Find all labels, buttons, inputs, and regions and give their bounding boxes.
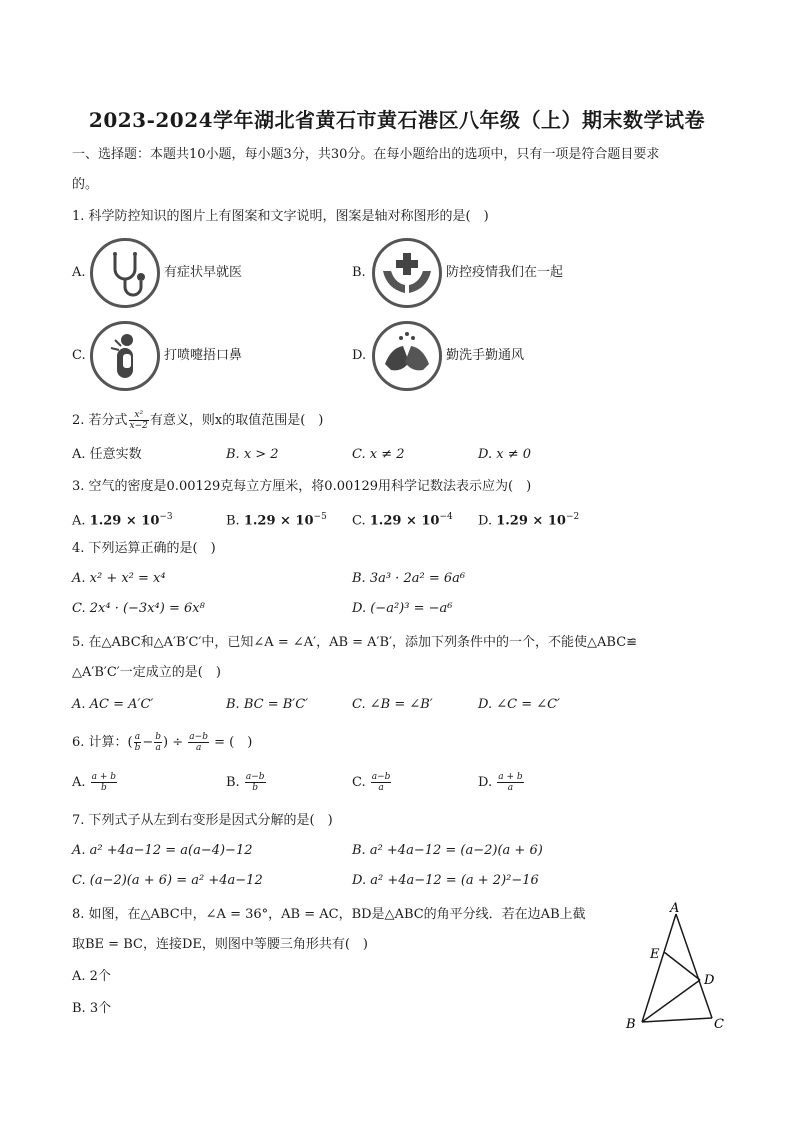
stethoscope-icon xyxy=(90,238,160,308)
q6-minus: − xyxy=(142,735,154,750)
q3-option-a-base: 1.29 × 10 xyxy=(89,513,160,529)
q6-frac2-num: b xyxy=(155,732,162,742)
q3-option-d-exp: −2 xyxy=(565,512,580,522)
q8-option-a: A. 2个 xyxy=(72,969,111,984)
q3-option-b xyxy=(226,508,327,530)
q6-option-d-label: D. xyxy=(478,775,493,790)
q1-option-d-text: 勤洗手勤通风 xyxy=(446,348,525,363)
q6-option-a-frac xyxy=(91,772,117,793)
q6-option-c xyxy=(352,772,392,793)
q4-option-b: B. 3a³ · 2a² = 6a⁶ xyxy=(352,571,466,586)
page-title: 2023-2024学年湖北省黄石市黄石港区八年级（上）期末数学试卷 xyxy=(88,108,706,132)
q2-option-b: B. x > 2 xyxy=(226,447,279,462)
q6-frac1-num: a xyxy=(134,732,141,742)
q3-option-d-base: 1.29 × 10 xyxy=(496,513,566,529)
label-d: D xyxy=(704,973,715,988)
q6-option-b-den: b xyxy=(252,783,259,793)
q6-option-b-num: a−b xyxy=(245,772,265,782)
q2-fraction-num: x² xyxy=(129,410,149,421)
q6-option-a xyxy=(72,772,118,793)
q3-option-a-exp: −3 xyxy=(159,512,173,522)
q6-option-d-den: a xyxy=(507,783,514,793)
q4-option-a: A. x² + x² = x⁴ xyxy=(72,571,166,586)
label-a: A xyxy=(670,901,680,916)
q2-stem xyxy=(72,410,323,431)
q3-option-d xyxy=(478,508,579,530)
section-instructions-line2: 的。 xyxy=(72,177,99,192)
q3-option-c xyxy=(352,508,453,530)
q8-option-b: B. 3个 xyxy=(72,1001,112,1016)
q2-option-c: C. x ≠ 2 xyxy=(352,447,405,462)
handwash-icon xyxy=(372,321,442,391)
q1-stem: 1. 科学防控知识的图片上有图案和文字说明，图案是轴对称图形的是( ) xyxy=(72,209,489,224)
q3-option-b-label: B. xyxy=(226,513,240,529)
q7-option-a: A. a² +4a−12 = a(a−4)−12 xyxy=(72,843,253,858)
edge-bc xyxy=(642,1018,712,1022)
label-e: E xyxy=(650,947,660,962)
q4-option-d: D. (−a²)³ = −a⁶ xyxy=(352,601,453,616)
q6-stem xyxy=(72,732,252,753)
q6-frac3-num: a−b xyxy=(189,732,208,742)
q3-option-b-exp: −5 xyxy=(313,512,327,522)
q2-option-d: D. x ≠ 0 xyxy=(478,447,531,462)
q1-option-c-text: 打喷嚏捂口鼻 xyxy=(164,348,243,363)
q7-option-b: B. a² +4a−12 = (a−2)(a + 6) xyxy=(352,843,543,858)
q6-stem-post: = ( ) xyxy=(214,735,253,750)
q1-option-d-label: D. xyxy=(352,348,367,363)
edge-bd xyxy=(642,980,700,1022)
q6-option-c-den: a xyxy=(378,783,384,793)
q7-stem: 7. 下列式子从左到右变形是因式分解的是( ) xyxy=(72,813,333,828)
q6-frac1 xyxy=(134,732,142,753)
q6-option-b-frac xyxy=(245,772,266,793)
q4-option-c: C. 2x⁴ · (−3x⁴) = 6x⁸ xyxy=(72,601,205,616)
sneeze-icon xyxy=(90,321,160,391)
q1-option-b-label: B. xyxy=(352,265,366,280)
q6-frac2-den: a xyxy=(155,743,161,753)
q6-option-a-num: a + b xyxy=(91,772,117,782)
q6-option-c-num: a−b xyxy=(371,772,391,782)
label-c: C xyxy=(714,1017,724,1030)
q6-option-a-label: A. xyxy=(72,775,86,790)
q1-option-a-text: 有症状早就医 xyxy=(164,265,243,280)
q1-option-c-label: C. xyxy=(72,348,86,363)
q5-stem-line2: △A′B′C′一定成立的是( ) xyxy=(72,665,221,680)
edge-ab xyxy=(642,914,676,1022)
section-instructions-line1: 一、选择题：本题共10小题，每小题3分，共30分。在每小题给出的选项中，只有一项是符合题目要求 xyxy=(72,147,660,162)
q6-option-c-frac xyxy=(371,772,392,793)
q6-option-d xyxy=(478,772,525,793)
q2-fraction xyxy=(129,410,149,431)
q6-mid: ) ÷ xyxy=(163,735,184,750)
q2-stem-pre: 2. 若分式 xyxy=(72,413,128,428)
triangle-figure xyxy=(620,900,730,1030)
q3-option-d-label: D. xyxy=(478,513,493,529)
q7-option-d: D. a² +4a−12 = (a + 2)²−16 xyxy=(352,873,539,888)
q6-option-d-frac xyxy=(497,772,523,793)
q8-stem-line1: 8. 如图，在△ABC中，∠A = 36°，AB = AC，BD是△ABC的角平分线．若在边AB上截 xyxy=(72,907,586,922)
q3-option-c-label: C. xyxy=(352,513,366,529)
q6-option-c-label: C. xyxy=(352,775,366,790)
q6-stem-pre: 6. 计算：( xyxy=(72,735,133,750)
q3-option-a xyxy=(72,508,173,530)
q1-option-a-label: A. xyxy=(72,265,86,280)
q5-option-b: B. BC = B′C′ xyxy=(226,697,309,712)
q6-option-b-label: B. xyxy=(226,775,240,790)
q6-frac3-den: a xyxy=(195,743,202,753)
q6-frac3 xyxy=(188,732,209,753)
q3-option-a-label: A. xyxy=(72,513,86,529)
q6-option-a-den: b xyxy=(100,783,107,793)
q5-stem-line1: 5. 在△ABC和△A′B′C′中，已知∠A = ∠A′，AB = A′B′，添加下列条件中的一个，不能使△ABC≌ xyxy=(72,635,638,650)
q5-option-c: C. ∠B = ∠B′ xyxy=(352,697,433,712)
q2-fraction-den: x−2 xyxy=(129,421,148,431)
q8-stem-line2: 取BE = BC，连接DE，则图中等腰三角形共有( ) xyxy=(72,937,368,952)
label-b: B xyxy=(626,1017,636,1030)
q6-frac1-den: b xyxy=(134,743,141,753)
q3-option-c-base: 1.29 × 10 xyxy=(369,513,440,529)
q6-option-b xyxy=(226,772,267,793)
q3-stem: 3. 空气的密度是0.00129克每立方厘米，将0.00129用科学记数法表示应为( ) xyxy=(72,479,532,494)
q6-option-d-num: a + b xyxy=(498,772,523,782)
q2-option-a: A. 任意实数 xyxy=(72,447,142,462)
q4-stem: 4. 下列运算正确的是( ) xyxy=(72,541,216,556)
q6-frac2 xyxy=(154,732,162,753)
hands-cross-icon xyxy=(372,238,442,308)
q2-stem-post: 有意义，则x的取值范围是( ) xyxy=(149,413,324,428)
q7-option-c: C. (a−2)(a + 6) = a² +4a−12 xyxy=(72,873,263,888)
q5-option-d: D. ∠C = ∠C′ xyxy=(478,697,561,712)
q3-option-b-base: 1.29 × 10 xyxy=(243,513,314,529)
q5-option-a: A. AC = A′C′ xyxy=(72,697,154,712)
q3-option-c-exp: −4 xyxy=(439,512,453,522)
q1-option-b-text: 防控疫情我们在一起 xyxy=(446,265,564,280)
